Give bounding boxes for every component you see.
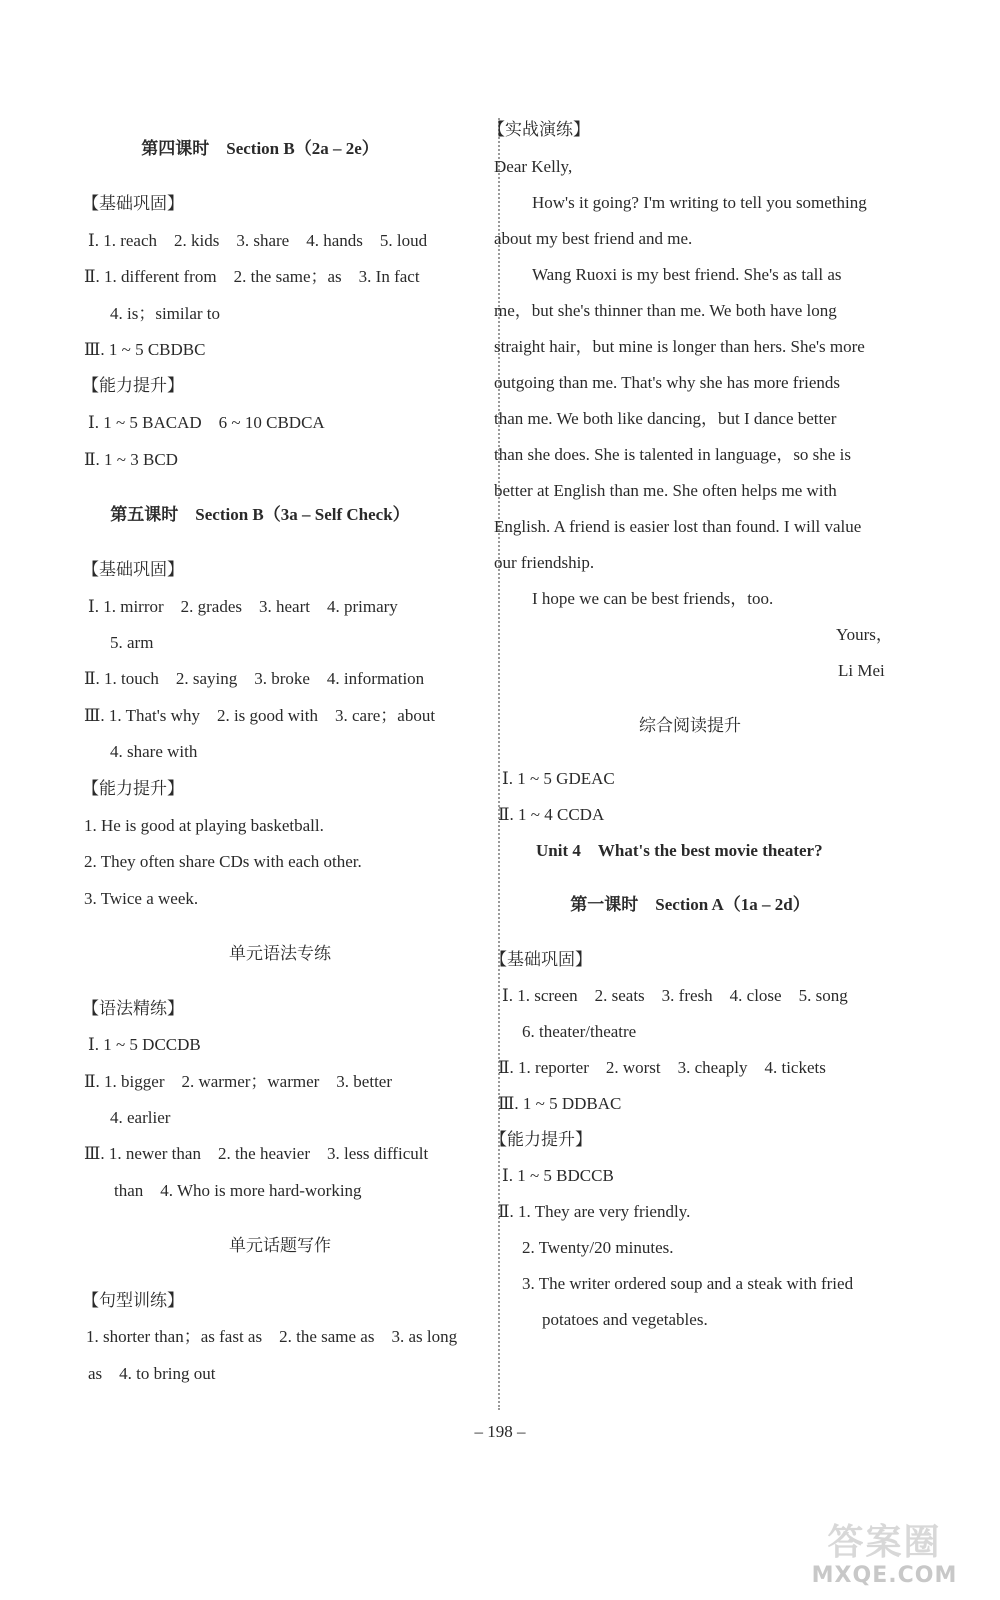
unit4-ability-tag: 【能力提升】 xyxy=(490,1130,592,1149)
writing-title: 单元话题写作 xyxy=(229,1236,331,1255)
unit4-lesson1-title: 第一课时 Section A（1a – 2d） xyxy=(570,895,810,914)
lesson4-ability-1: Ⅰ. 1 ~ 5 BACAD 6 ~ 10 CBDCA xyxy=(88,413,325,432)
letter-p2i: our friendship. xyxy=(494,553,595,572)
lesson4-ability-tag: 【能力提升】 xyxy=(82,376,184,395)
letter-p2f: than she does. She is talented in language，so she is xyxy=(494,445,851,464)
lesson4-ability-2: Ⅱ. 1 ~ 3 BCD xyxy=(84,450,178,469)
reading-line2: Ⅱ. 1 ~ 4 CCDA xyxy=(498,805,605,824)
letter-p2h: English. A friend is easier lost than found. I will value xyxy=(494,517,862,536)
letter-p2a: Wang Ruoxi is my best friend. She's as tall as xyxy=(532,265,842,284)
unit4-basic-tag: 【基础巩固】 xyxy=(490,950,592,969)
unit4-title: Unit 4 What's the best movie theater? xyxy=(536,841,823,860)
watermark xyxy=(797,1514,972,1588)
lesson5-basic-3a: Ⅲ. 1. That's why 2. is good with 3. care；about xyxy=(84,706,436,725)
letter-p2g: better at English than me. She often helps me with xyxy=(494,481,837,500)
letter-p1a: How's it going? I'm writing to tell you something xyxy=(532,193,867,212)
grammar-line2a: Ⅱ. 1. bigger 2. warmer；warmer 3. better xyxy=(84,1072,393,1091)
letter-p2e: than me. We both like dancing，but I dance better xyxy=(494,409,837,428)
grammar-title: 单元语法专练 xyxy=(229,944,331,963)
grammar-line3a: Ⅲ. 1. newer than 2. the heavier 3. less difficult xyxy=(84,1144,429,1163)
grammar-line3b: than 4. Who is more hard-working xyxy=(114,1181,362,1200)
lesson5-basic-tag: 【基础巩固】 xyxy=(82,560,184,579)
lesson4-basic-2a: Ⅱ. 1. different from 2. the same；as 3. In fact xyxy=(84,267,420,286)
unit4-ability-1: Ⅰ. 1 ~ 5 BDCCB xyxy=(502,1166,614,1185)
writing-line1a: 1. shorter than；as fast as 2. the same as 3. as long xyxy=(86,1327,458,1346)
lesson5-basic-1a: Ⅰ. 1. mirror 2. grades 3. heart 4. primary xyxy=(88,597,398,616)
grammar-line2b: 4. earlier xyxy=(110,1108,171,1127)
grammar-line1: Ⅰ. 1 ~ 5 DCCDB xyxy=(88,1035,201,1054)
watermark-logo: 答案圈 xyxy=(827,1522,942,1563)
letter-p1b: about my best friend and me. xyxy=(494,229,693,248)
unit4-basic-2: Ⅱ. 1. reporter 2. worst 3. cheaply 4. tickets xyxy=(498,1058,826,1077)
practice-tag: 【实战演练】 xyxy=(488,120,590,139)
unit4-ability-2d: potatoes and vegetables. xyxy=(542,1310,708,1329)
reading-title: 综合阅读提升 xyxy=(639,716,741,735)
unit4-ability-2c: 3. The writer ordered soup and a steak with fried xyxy=(522,1274,854,1293)
watermark-site: MXQE.COM xyxy=(811,1563,958,1588)
unit4-ability-2a: Ⅱ. 1. They are very friendly. xyxy=(498,1202,691,1221)
lesson5-basic-3b: 4. share with xyxy=(110,742,198,761)
reading-line1: Ⅰ. 1 ~ 5 GDEAC xyxy=(502,769,615,788)
writing-tag: 【句型训练】 xyxy=(82,1291,184,1310)
lesson4-basic-2b: 4. is；similar to xyxy=(110,304,221,323)
lesson5-basic-1b: 5. arm xyxy=(110,633,154,652)
page-number: – 198 – xyxy=(474,1422,526,1441)
unit4-basic-3: Ⅲ. 1 ~ 5 DDBAC xyxy=(498,1094,622,1113)
letter-greeting: Dear Kelly, xyxy=(494,157,573,176)
unit4-basic-1b: 6. theater/theatre xyxy=(522,1022,637,1041)
letter-p2d: outgoing than me. That's why she has more friends xyxy=(494,373,840,392)
lesson4-title: 第四课时 Section B（2a – 2e） xyxy=(141,139,379,158)
letter-signature: Li Mei xyxy=(838,661,885,680)
unit4-ability-2b: 2. Twenty/20 minutes. xyxy=(522,1238,674,1257)
letter-p2b: me，but she's thinner than me. We both have long xyxy=(494,301,837,320)
writing-line1b: as 4. to bring out xyxy=(88,1364,216,1383)
lesson4-basic-tag: 【基础巩固】 xyxy=(82,194,184,213)
lesson5-basic-2: Ⅱ. 1. touch 2. saying 3. broke 4. information xyxy=(84,669,425,688)
lesson4-basic-1: Ⅰ. 1. reach 2. kids 3. share 4. hands 5. loud xyxy=(88,231,428,250)
lesson5-title: 第五课时 Section B（3a – Self Check） xyxy=(110,505,410,524)
lesson5-ability-1: 1. He is good at playing basketball. xyxy=(84,816,324,835)
unit4-basic-1a: Ⅰ. 1. screen 2. seats 3. fresh 4. close 5. song xyxy=(502,986,848,1005)
lesson4-basic-3: Ⅲ. 1 ~ 5 CBDBC xyxy=(84,340,206,359)
lesson5-ability-3: 3. Twice a week. xyxy=(84,889,199,908)
grammar-tag: 【语法精练】 xyxy=(82,999,184,1018)
letter-p2c: straight hair，but mine is longer than hers. She's more xyxy=(494,337,865,356)
lesson5-ability-tag: 【能力提升】 xyxy=(82,779,184,798)
letter-closing: Yours， xyxy=(836,625,893,644)
letter-p3: I hope we can be best friends，too. xyxy=(532,589,774,608)
lesson5-ability-2: 2. They often share CDs with each other. xyxy=(84,852,362,871)
